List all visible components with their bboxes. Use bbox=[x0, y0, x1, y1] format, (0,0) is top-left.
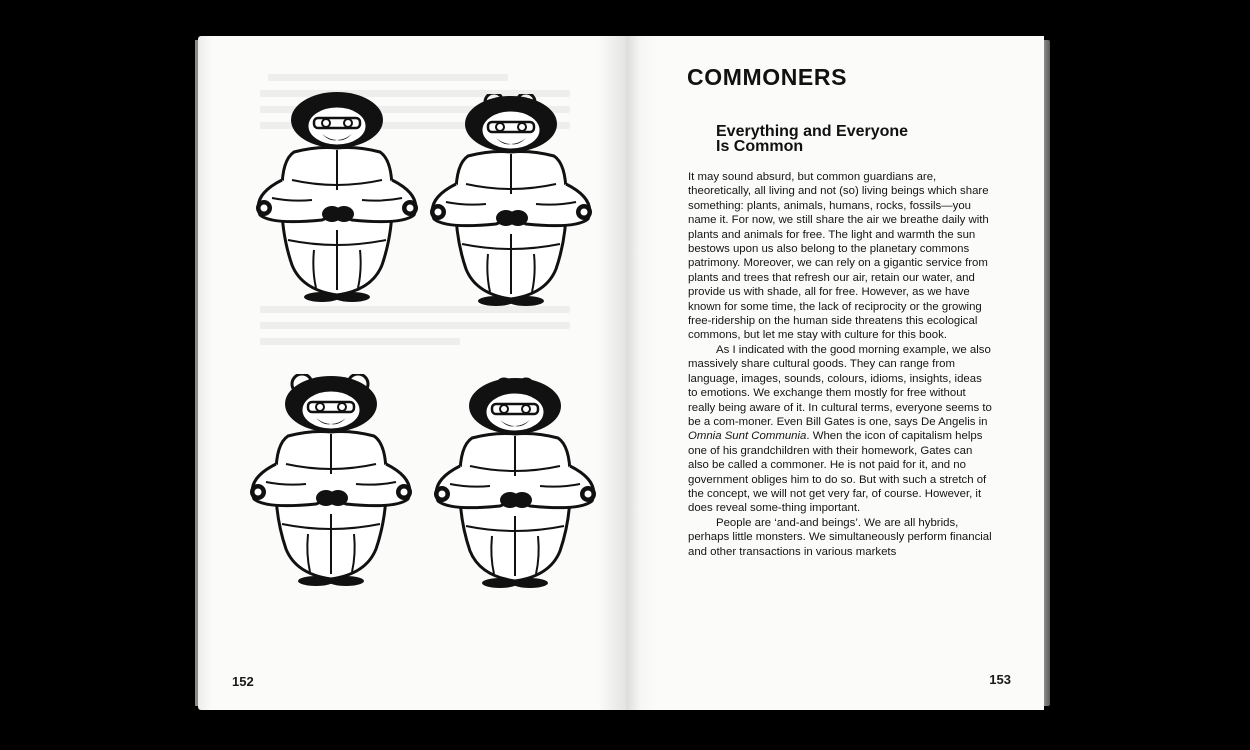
section-title-line-1: Everything and Everyone bbox=[716, 123, 909, 140]
body-text bbox=[688, 170, 993, 559]
left-page bbox=[198, 36, 626, 710]
page-number-right: 153 bbox=[989, 672, 1011, 687]
page-number-left: 152 bbox=[232, 674, 254, 689]
book-right-edge bbox=[1044, 40, 1050, 706]
figure-bottom-right bbox=[430, 376, 600, 591]
show-through-text bbox=[268, 74, 508, 81]
chapter-title: COMMONERS bbox=[687, 64, 848, 90]
paragraph-3: People are ‘and-and beings’. We are all hybrids, perhaps little monsters. We simultaneously perform financial and other transactions in various markets bbox=[688, 516, 992, 558]
book-title-italic: Omnia Sunt Communia bbox=[688, 430, 807, 443]
figure-top-left bbox=[252, 90, 422, 305]
figure-top-right bbox=[426, 94, 596, 309]
open-book bbox=[198, 36, 1050, 710]
paragraph-2-text-a: As I indicated with the good morning example, we also massively share cultural goods. They can range from language, images, sounds, colours, idioms, insights, ideas to emotions. We exchange them mostly for free without really being aware of it. In cultural terms, everyone seems to be a com-moner. Even Bill Gates is one, says De Angelis in bbox=[688, 343, 992, 428]
right-page bbox=[626, 36, 1044, 710]
section-title bbox=[716, 124, 976, 154]
show-through-text bbox=[260, 322, 570, 329]
section-title-line-2: Is Common bbox=[716, 138, 804, 155]
figure-bottom-left bbox=[246, 374, 416, 589]
paragraph-2-text-b: . When the icon of capitalism helps one of his grandchildren with their homework, Gates can also be called a commoner. He is not paid for it, and no government obliges him to do so. But with such a stretch of the concept, we will not get very far, of course. However, it does reveal some-thing important. bbox=[688, 430, 987, 515]
show-through-text bbox=[260, 338, 460, 345]
paragraph-1: It may sound absurd, but common guardians are, theoretically, all living and not (so) living beings which share something: plants, animals, humans, rocks, fossils—you name it. For now, we still share the air we breathe daily with plants and animals for free. The light and warmth the sun bestows upon us also belong to the planetary commons patrimony. Moreover, we can rely on a gigantic service from plants and trees that refresh our air, retain our water, and provide us with shade, all for free. However, as we have known for some time, the lack of reciprocity or the growing free-ridership on the human side threatens this ecological commons, but let me stay with culture for this book. bbox=[688, 171, 989, 342]
paragraph-2 bbox=[688, 343, 993, 516]
